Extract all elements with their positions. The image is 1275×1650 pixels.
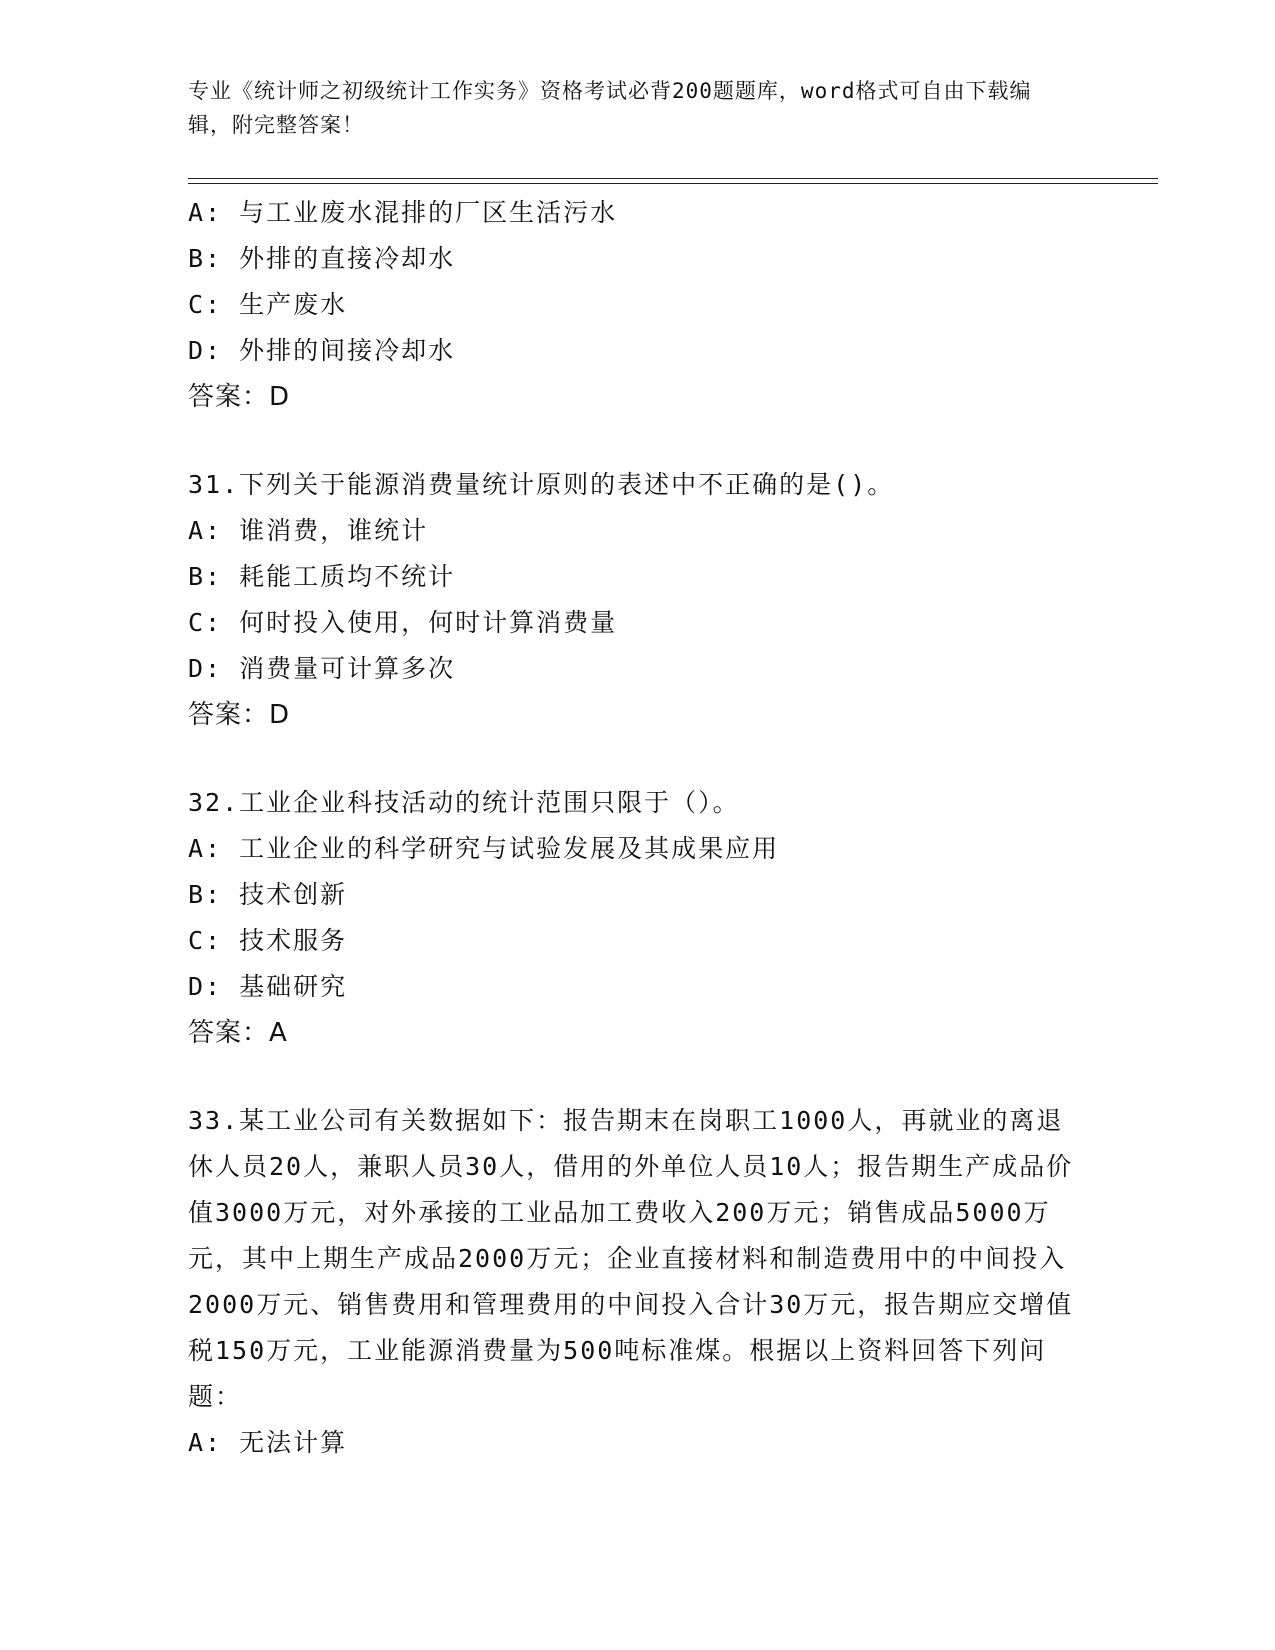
question-32 — [188, 780, 1088, 1056]
option-b: B: 外排的直接冷却水 — [188, 244, 456, 273]
spacer — [188, 420, 1088, 462]
answer: 答案：D — [188, 700, 291, 730]
option-c: C: 技术服务 — [188, 926, 348, 955]
header-divider-top — [188, 178, 1158, 179]
option-a: A: 与工业废水混排的厂区生活污水 — [188, 198, 618, 227]
spacer — [188, 1056, 1088, 1098]
question-33 — [188, 1098, 1088, 1466]
option-d: D: 基础研究 — [188, 972, 348, 1001]
document-header: 专业《统计师之初级统计工作实务》资格考试必背200题题库，word格式可自由下载编辑，附完整答案！ — [188, 79, 1032, 137]
answer: 答案：A — [188, 1018, 288, 1048]
option-c: C: 何时投入使用，何时计算消费量 — [188, 608, 618, 637]
question-31 — [188, 462, 1088, 738]
answer: 答案：D — [188, 382, 291, 412]
option-a: A: 无法计算 — [188, 1428, 348, 1457]
question-text: 33.某工业公司有关数据如下：报告期末在岗职工1000人，再就业的离退休人员20人，兼职人员30人，借用的外单位人员10人；报告期生产成品价值3000万元，对外承接的工业品加工费收入200万元；销售成品5000万元，其中上期生产成品2000万元；企业直接材料和制造费用中的中间投入2000万元、销售费用和管理费用的中间投入合计30万元，报告期应交增值税150万元，工业能源消费量为500吨标准煤。根据以上资料回答下列问题： — [188, 1106, 1074, 1411]
spacer — [188, 738, 1088, 780]
option-b: B: 耗能工质均不统计 — [188, 562, 456, 591]
question-text: 31.下列关于能源消费量统计原则的表述中不正确的是()。 — [188, 470, 895, 499]
header-divider-bottom — [188, 183, 1158, 184]
question-text: 32.工业企业科技活动的统计范围只限于（）。 — [188, 788, 740, 817]
option-a: A: 谁消费，谁统计 — [188, 516, 429, 545]
document-body — [188, 190, 1088, 1466]
option-d: D: 消费量可计算多次 — [188, 654, 456, 683]
option-b: B: 技术创新 — [188, 880, 348, 909]
question-30-continuation — [188, 190, 1088, 420]
option-a: A: 工业企业的科学研究与试验发展及其成果应用 — [188, 834, 780, 863]
option-d: D: 外排的间接冷却水 — [188, 336, 456, 365]
option-c: C: 生产废水 — [188, 290, 348, 319]
